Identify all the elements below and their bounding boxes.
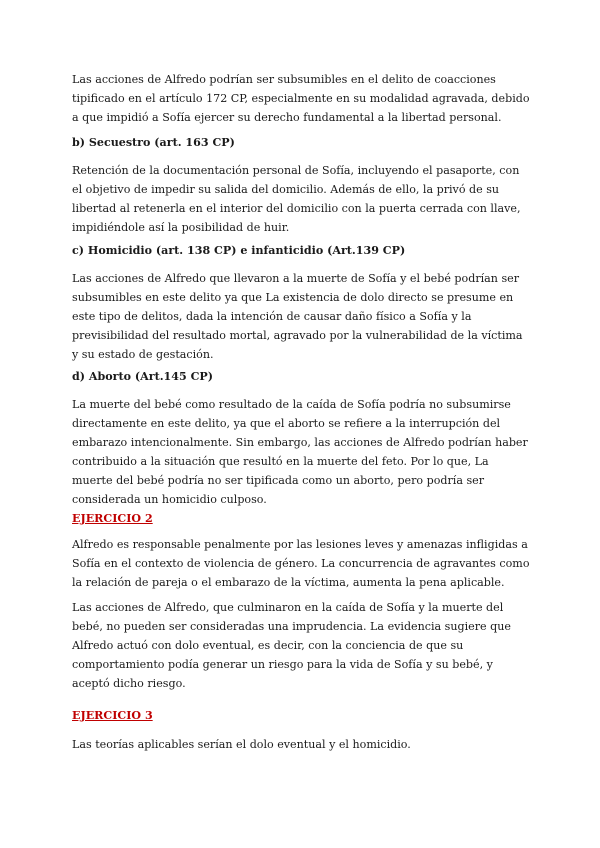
paragraph-secuestro: Retención de la documentación personal de Sofía, incluyendo el pasaporte, con el objetivo de impedir su salida del domicilio. Además de ello, la privó de su libertad al retenerla en el interior del domicilio con la puerta cerrada con llave, impidiéndole así la posibilidad de huir. <box>72 164 521 234</box>
paragraph-ejercicio-2-b: Las acciones de Alfredo, que culminaron en la caída de Sofía y la muerte del bebé, no pueden ser consideradas una imprudencia. La evidencia sugiere que Alfredo actuó con dolo eventual, es decir, con la conciencia de que su comportamiento podía generar un riesgo para la vida de Sofía y su bebé, y aceptó dicho riesgo. <box>72 601 511 690</box>
heading-secuestro: b) Secuestro (art. 163 CP) <box>72 136 235 149</box>
paragraph-homicidio: Las acciones de Alfredo que llevaron a la muerte de Sofía y el bebé podrían ser subsumibles en este delito ya que La existencia de dolo directo se presume en este tipo de delitos, dada la intención de causar daño físico a Sofía y la previsibilidad del resultado mortal, agravado por la vulnerabilidad de la víctima y su estado de gestación. <box>72 272 523 361</box>
heading-aborto: d) Aborto (Art.145 CP) <box>72 370 213 383</box>
paragraph-ejercicio-2-a: Alfredo es responsable penalmente por las lesiones leves y amenazas infligidas a Sofía en el contexto de violencia de género. La concurrencia de agravantes como la relación de pareja o el embarazo de la víctima, aumenta la pena aplicable. <box>72 538 530 589</box>
paragraph-coacciones: Las acciones de Alfredo podrían ser subsumibles en el delito de coacciones tipificado en el artículo 172 CP, especialmente en su modalidad agravada, debido a que impidió a Sofía ejercer su derecho fundamental a la libertad personal. <box>72 73 530 124</box>
heading-ejercicio-3: EJERCICIO 3 <box>72 709 153 722</box>
heading-homicidio: c) Homicidio (art. 138 CP) e infanticidio (Art.139 CP) <box>72 244 406 257</box>
paragraph-ejercicio-3: Las teorías aplicables serían el dolo eventual y el homicidio. <box>72 738 411 751</box>
paragraph-aborto: La muerte del bebé como resultado de la caída de Sofía podría no subsumirse directamente en este delito, ya que el aborto se refiere a la interrupción del embarazo intencionalmente. Sin embargo, las acciones de Alfredo podrían haber contribuido a la situación que resultó en la muerte del feto. Por lo que, La muerte del bebé podría no ser tipificada como un aborto, pero podría ser considerada un homicidio culposo. <box>72 398 528 506</box>
heading-ejercicio-2: EJERCICIO 2 <box>72 512 153 525</box>
